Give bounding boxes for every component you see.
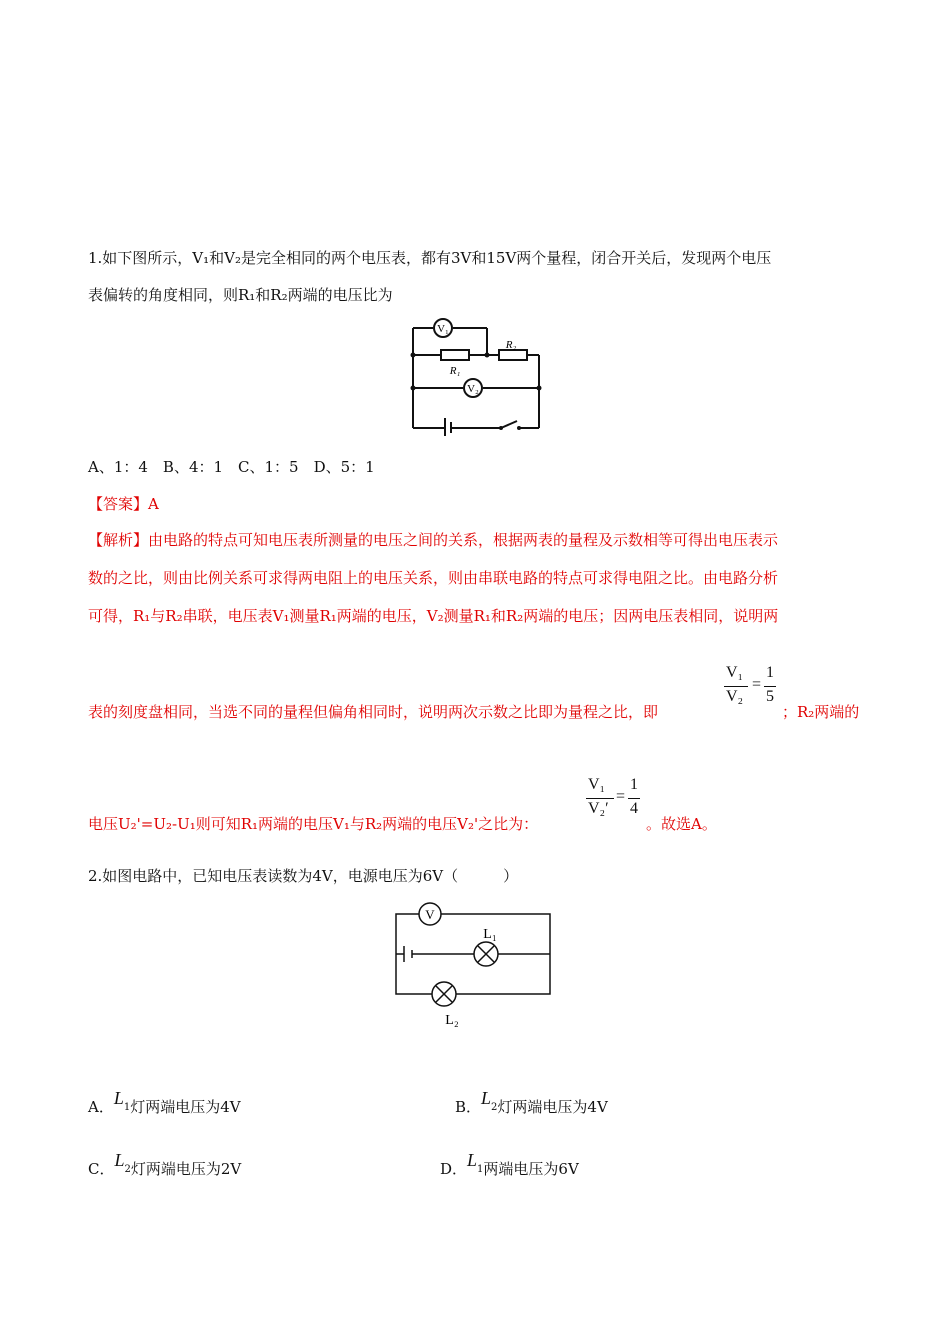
q1-analysis-line4: 表的刻度盘相同，当选不同的量程但偏角相同时，说明两次示数之比即为量程之比，即 bbox=[88, 703, 659, 721]
q2-option-c[interactable] bbox=[88, 1150, 242, 1181]
frac2-num-right: 1 bbox=[630, 776, 638, 793]
frac1-eq: = bbox=[752, 676, 762, 693]
q2-option-a[interactable] bbox=[88, 1088, 241, 1119]
q2-option-b-sub: 2 bbox=[491, 1102, 498, 1113]
q2-option-c-letter: C． bbox=[88, 1160, 115, 1178]
frac1-num-right: 1 bbox=[766, 664, 774, 681]
q1-stem-line2: 表偏转的角度相同，则R₁和R₂两端的电压比为 bbox=[88, 286, 393, 304]
q2-option-a-lamp: L bbox=[113, 1088, 124, 1108]
frac1-den-left: V₂ bbox=[726, 688, 744, 705]
q1-analysis-line1: 【解析】由电路的特点可知电压表所测量的电压之间的关系，根据两表的量程及示数相等可得出电压表示 bbox=[88, 531, 779, 549]
q2-option-c-text: 灯两端电压为2V bbox=[130, 1160, 242, 1178]
q2-option-a-letter: A． bbox=[88, 1098, 114, 1116]
q1-fraction-range-ratio bbox=[722, 664, 782, 714]
q2-voltmeter-label: V bbox=[425, 907, 435, 922]
q1-analysis-line2: 数的之比，则由比例关系可求得两电阻上的电压关系，则由串联电路的特点可求得电阻之比。由电路分析 bbox=[88, 569, 779, 587]
q1-analysis-line3: 可得，R₁与R₂串联，电压表V₁测量R₁两端的电压，V₂测量R₁和R₂两端的电压；因两电压表相同，说明两 bbox=[88, 607, 779, 625]
q2-option-b-lamp: L bbox=[481, 1088, 492, 1108]
q2-option-b[interactable] bbox=[455, 1088, 608, 1119]
q2-option-b-text: 灯两端电压为4V bbox=[497, 1098, 608, 1116]
frac2-den-left: V₂′ bbox=[588, 800, 609, 817]
frac2-den-right: 4 bbox=[630, 800, 638, 817]
q2-option-d-letter: D． bbox=[440, 1160, 468, 1178]
r2-label: R₂ bbox=[505, 339, 517, 351]
v2-meter-label: V₂ bbox=[467, 383, 479, 395]
q2-option-a-text: 灯两端电压为4V bbox=[130, 1098, 241, 1116]
q2-option-a-sub: 1 bbox=[123, 1102, 131, 1113]
v1-meter-label: V₁ bbox=[437, 323, 449, 335]
q2-option-b-letter: B． bbox=[455, 1098, 482, 1116]
frac1-den-right: 5 bbox=[766, 688, 774, 705]
q1-analysis-line5-tail: 。故选A。 bbox=[646, 815, 717, 833]
q1-analysis-line5: 电压U₂'=U₂-U₁则可知R₁两端的电压V₁与R₂两端的电压V₂'之比为： bbox=[88, 815, 539, 833]
q2-option-d-lamp: L bbox=[467, 1150, 478, 1170]
q1-analysis-line4-tail: ；R₂两端的 bbox=[782, 703, 860, 721]
q1-fraction-final-ratio bbox=[584, 776, 644, 826]
q2-stem: 2.如图电路中，已知电压表读数为4V，电源电压为6V（ ） bbox=[88, 867, 519, 885]
q2-option-d-sub: 1 bbox=[477, 1164, 484, 1175]
q2-l1-label: L₁ bbox=[483, 927, 497, 942]
q2-option-c-lamp: L bbox=[114, 1150, 125, 1170]
q2-l2-label: L₂ bbox=[445, 1013, 459, 1028]
frac1-num-left: V₁ bbox=[726, 664, 744, 681]
q2-option-d-text: 两端电压为6V bbox=[483, 1160, 579, 1178]
q1-stem-line1: 1.如下图所示，V₁和V₂是完全相同的两个电压表，都有3V和15V两个量程，闭合开关后，发现两个电压 bbox=[88, 249, 772, 267]
q1-options: A、1：4 B、4：1 C、1：5 D、5：1 bbox=[88, 458, 375, 476]
frac2-num-left: V₁ bbox=[588, 776, 606, 793]
r1-label: R₁ bbox=[449, 365, 461, 377]
frac2-eq: = bbox=[616, 788, 626, 805]
q2-option-c-sub: 2 bbox=[124, 1164, 131, 1175]
q2-option-d[interactable] bbox=[440, 1150, 579, 1181]
q2-circuit-figure bbox=[390, 900, 560, 1030]
q1-circuit-figure bbox=[405, 318, 545, 436]
q1-answer: 【答案】A bbox=[88, 495, 159, 513]
